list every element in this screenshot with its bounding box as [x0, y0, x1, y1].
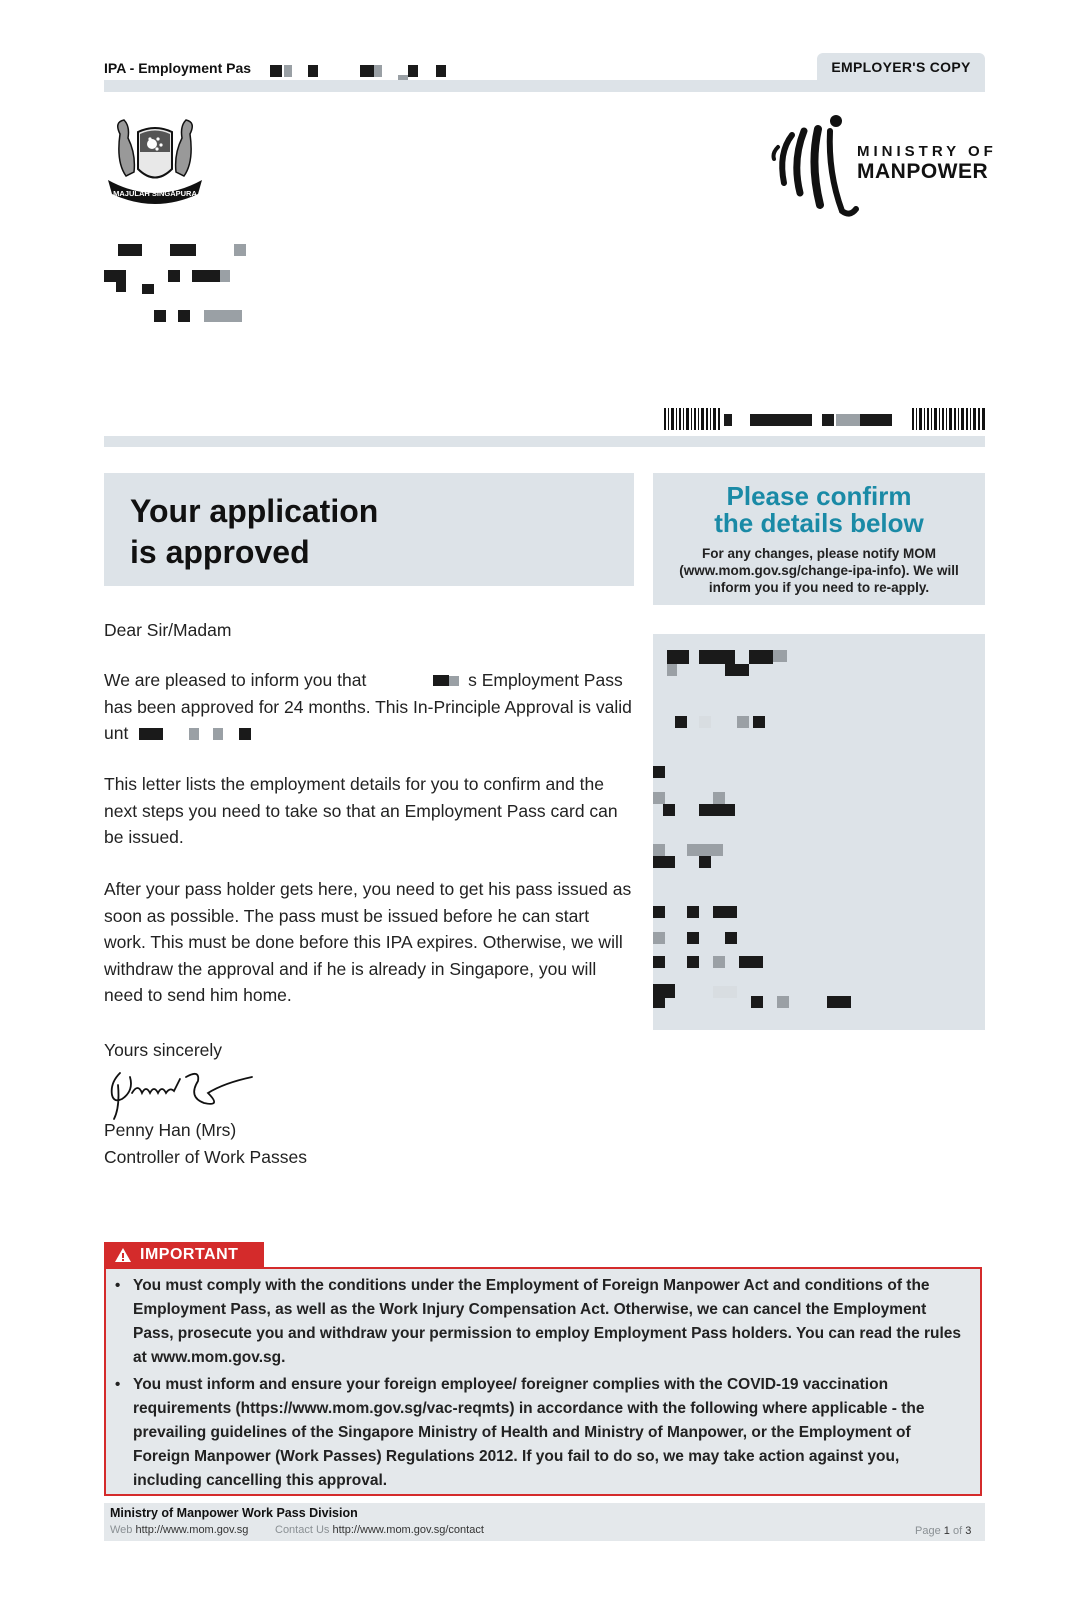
- approval-paragraph: [104, 667, 634, 747]
- page-current: 1: [943, 1525, 950, 1537]
- header-rule: [104, 80, 985, 92]
- bullet-icon: •: [115, 1376, 121, 1393]
- important-item: [115, 1274, 965, 1370]
- page-of: of: [952, 1525, 963, 1537]
- confirm-details-note: For any changes, please notify MOM (www.mom.gov.sg/change-ipa-info). We will inform you if you need to re-apply.: [679, 546, 959, 595]
- confirm-heading-line1: Please confirm: [726, 481, 912, 511]
- signer-name: Penny Han (Mrs): [104, 1120, 237, 1140]
- footer-web-label: Web: [110, 1524, 133, 1536]
- important-item-text: You must inform and ensure your foreign employee/ foreigner complies with the COVID-19 vaccination requirements (https://www.mom.gov.sg/vac-reqmts) in accordance with the following where applicable - the prevailing guidelines of the Singapore Ministry of Health and Ministry of Manpower, or the Employment of Foreign Manpower (Work Passes) Regulations 2012. If you fail to do so, we may take action against you, including cancelling this approval.: [133, 1376, 925, 1489]
- footer-contact-label: Contact Us: [275, 1524, 330, 1536]
- page-label: Page: [915, 1525, 941, 1537]
- redacted-employee-name: [371, 673, 463, 687]
- confirm-details-heading: [653, 483, 985, 537]
- employment-details-panel: [653, 634, 985, 1030]
- page-indicator: [915, 1525, 971, 1537]
- salutation: Dear Sir/Madam: [104, 620, 232, 640]
- singapore-crest-icon: [100, 114, 210, 212]
- page-total: 3: [965, 1525, 972, 1537]
- important-item: [115, 1373, 965, 1493]
- footer-contact-link[interactable]: http://www.mom.gov.sg/contact: [332, 1524, 484, 1536]
- document-title: IPA - Employment Pas: [104, 60, 252, 76]
- redacted-ref-number: [270, 63, 460, 79]
- approval-paragraph-start: We are pleased to inform you that: [104, 670, 367, 690]
- warning-icon: [114, 1247, 132, 1263]
- ministry-of-manpower-logo-icon: [770, 113, 865, 223]
- footer-website: [110, 1524, 248, 1536]
- closing: Yours sincerely: [104, 1040, 223, 1060]
- address-rule: [104, 436, 985, 447]
- bullet-icon: •: [115, 1277, 121, 1294]
- barcode-left-icon: [664, 408, 722, 430]
- next-steps-paragraph: This letter lists the employment details for you to confirm and the next steps you need to take so that an Employment Pass card can be issued.: [104, 774, 618, 847]
- footer-organisation: Ministry of Manpower Work Pass Division: [110, 1506, 358, 1520]
- signer-title: Controller of Work Passes: [104, 1147, 307, 1167]
- redacted-barcode-number: [724, 412, 904, 428]
- approval-heading-line2: is approved: [130, 534, 310, 570]
- redacted-address: [104, 240, 264, 330]
- signature-icon: [104, 1063, 254, 1121]
- approval-heading: [130, 491, 378, 573]
- employers-copy-tab: EMPLOYER'S COPY: [817, 53, 985, 81]
- footer-contact: [275, 1524, 484, 1536]
- mom-wordmark-line1: MINISTRY OF: [857, 143, 997, 160]
- pass-issuance-paragraph: After your pass holder gets here, you need to get his pass issued as soon as possible. The pass must be issued before he can start work. This must be done before this IPA expires. Otherwise, we will withdraw the approval and if he is already in Singapore, you will need to send him home.: [104, 879, 632, 1005]
- important-item-text: You must comply with the conditions under the Employment of Foreign Manpower Act and conditions of the Employment Pass, as well as the Work Injury Compensation Act. Otherwise, we can cancel the Employment Pass, prosecute you and withdraw your permission to employ Employment Pass holders. You can read the rules at www.mom.gov.sg.: [133, 1277, 962, 1366]
- mom-wordmark-line2: MANPOWER: [857, 160, 989, 183]
- redacted-expiry-date: [133, 726, 253, 740]
- important-label: IMPORTANT: [140, 1246, 239, 1263]
- crest-motto: MAJULAH SINGAPURA: [113, 189, 197, 198]
- confirm-heading-line2: the details below: [714, 508, 924, 538]
- important-tab: [104, 1242, 264, 1268]
- footer-web-link[interactable]: http://www.mom.gov.sg: [135, 1524, 249, 1536]
- approval-heading-line1: Your application: [130, 493, 379, 529]
- barcode-right-icon: [912, 408, 986, 430]
- approval-paragraph-rest: s Employment Pass has been approved for 24 months. This In-Principle Approval is valid unt: [104, 670, 632, 743]
